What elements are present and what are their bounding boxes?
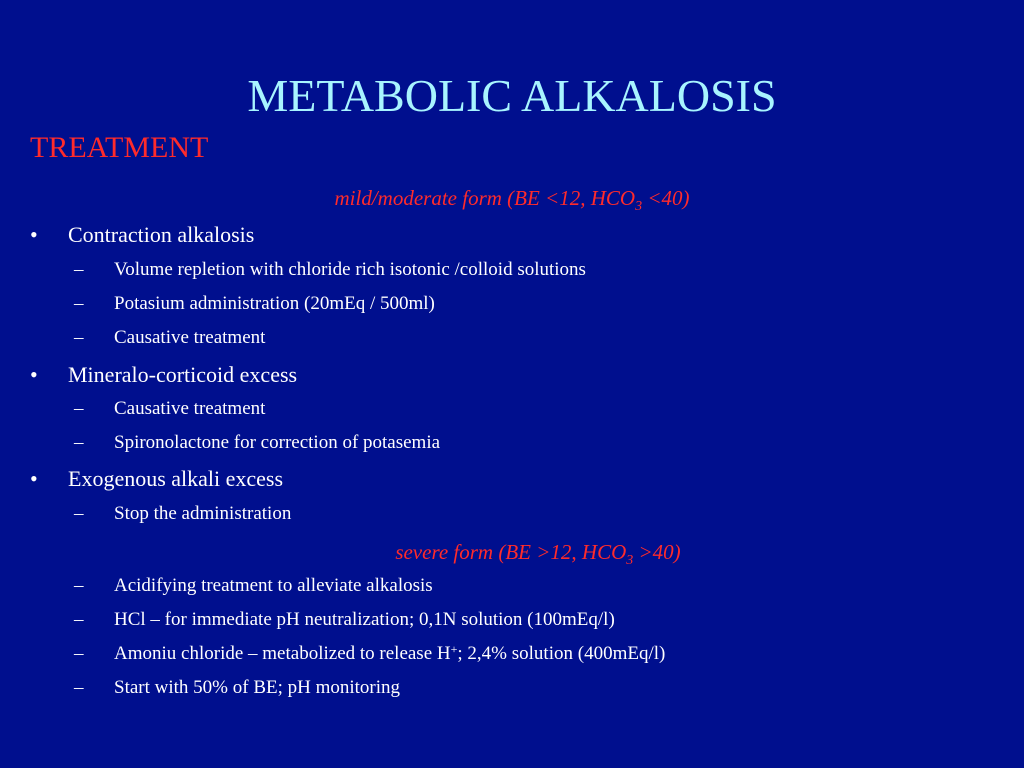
bullet-marker: •: [30, 466, 38, 491]
section-heading-treatment: TREATMENT: [30, 131, 209, 164]
dash-marker: –: [74, 293, 84, 314]
ammonium-superscript: +: [450, 642, 458, 656]
dash-marker: –: [74, 259, 84, 280]
dash-marker: –: [74, 609, 84, 630]
subhead-severe-prefix: severe form (BE >12, HCO: [395, 540, 627, 564]
sub-item-text: Acidifying treatment to alleviate alkalosis: [114, 575, 433, 596]
subhead-severe: [26, 539, 1024, 568]
bullet-label: Mineralo-corticoid excess: [68, 362, 298, 387]
bullet-marker: •: [30, 222, 38, 247]
sub-item-text: Spironolactone for correction of potasemia: [114, 432, 441, 453]
subhead-mild-moderate: [0, 185, 1024, 214]
subhead-severe-subscript: 3: [626, 553, 634, 568]
dash-marker: –: [74, 643, 84, 664]
ammonium-prefix: Amoniu chloride – metabolized to release H: [114, 643, 451, 664]
dash-marker: –: [74, 432, 84, 453]
subhead-mild-subscript: 3: [635, 199, 643, 214]
sub-item-text: Causative treatment: [114, 327, 266, 348]
dash-marker: –: [74, 398, 84, 419]
subhead-severe-suffix: >40): [633, 540, 681, 564]
bullet-label: Exogenous alkali excess: [68, 466, 284, 491]
ammonium-suffix: ; 2,4% solution (400mEq/l): [457, 643, 666, 664]
bullet-marker: •: [30, 362, 38, 387]
dash-marker: –: [74, 575, 84, 596]
bullet-label: Contraction alkalosis: [68, 222, 255, 247]
sub-item-text: [114, 642, 665, 666]
dash-marker: –: [74, 677, 84, 698]
sub-item-text: Volume repletion with chloride rich isotonic /colloid solutions: [114, 259, 586, 280]
sub-item-text: Potasium administration (20mEq / 500ml): [114, 293, 435, 314]
sub-item-text: Causative treatment: [114, 398, 266, 419]
slide-title: METABOLIC ALKALOSIS: [247, 70, 777, 121]
sub-item-text: Start with 50% of BE; pH monitoring: [114, 677, 401, 698]
subhead-mild-prefix: mild/moderate form (BE <12, HCO: [334, 186, 636, 210]
dash-marker: –: [74, 503, 84, 524]
dash-marker: –: [74, 327, 84, 348]
sub-item-text: Stop the administration: [114, 503, 292, 524]
sub-item-text: HCl – for immediate pH neutralization; 0,1N solution (100mEq/l): [114, 609, 615, 630]
subhead-mild-suffix: <40): [642, 186, 690, 210]
